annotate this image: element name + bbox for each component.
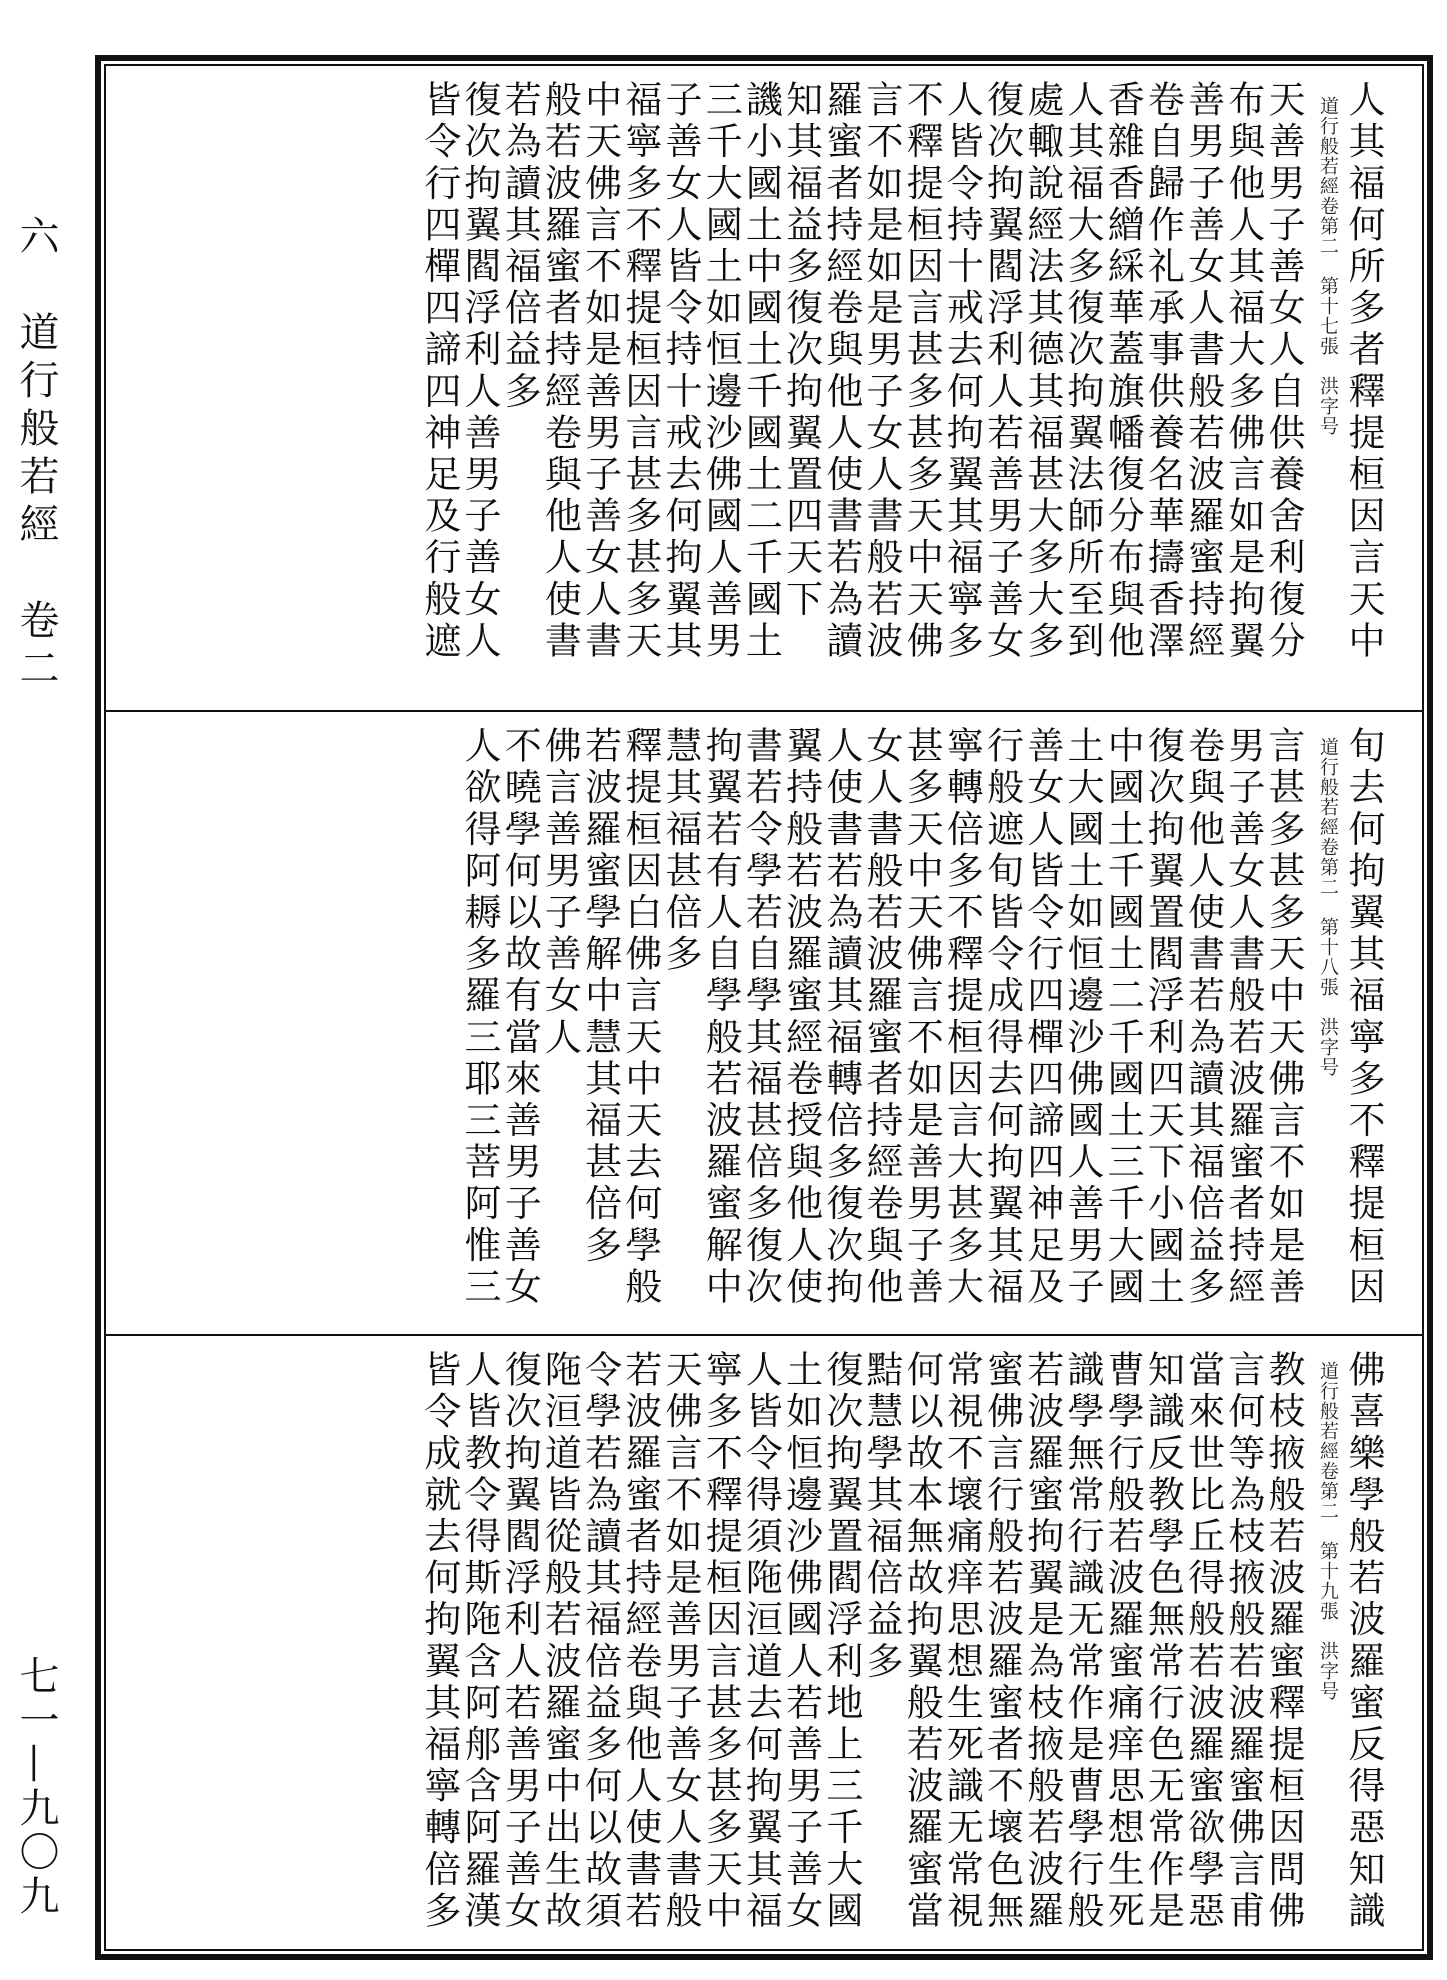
text-line: 羅蜜者持經卷與他人使書若為讀 [819, 80, 863, 663]
text-line: 善女人皆令行四樿四諦四神足及 [1020, 726, 1064, 1309]
text-line: 令學若為讀其福倍益多何以故須 [578, 1350, 622, 1933]
text-panel-1 [106, 66, 1422, 712]
text-line: 布與他人其福大多佛言如是拘翼 [1221, 80, 1265, 663]
panel-header: 道行般若經卷第二 第十九張 洪字号 [1317, 1361, 1339, 1701]
text-line: 釋提桓因白佛言天中天去何學般 [618, 726, 662, 1309]
panel-header: 道行般若經卷第二 第十八張 洪字号 [1317, 737, 1339, 1077]
text-line: 翼持般若波羅蜜經卷授與他人使 [779, 726, 823, 1309]
text-line: 復次拘翼閻浮利人若善男子善女 [980, 80, 1024, 663]
text-line: 人欲得阿耨多羅三耶三菩阿惟三 [458, 726, 501, 1309]
text-line: 慧其福甚倍多 [659, 726, 702, 976]
text-line: 皆令成就去何拘翼其福寧轉倍多 [417, 1350, 461, 1933]
text-line: 行般遮旬皆令成得去何拘翼其福 [980, 726, 1024, 1309]
text-line: 言甚多甚多天中天佛言不如是善 [1262, 726, 1305, 1309]
text-line: 譏小國土中國土千國土二千國土 [739, 80, 783, 663]
text-line: 旬去何拘翼其福寧多不釋提桓因 [1342, 726, 1385, 1309]
text-line: 書若令學若自學其福甚倍多復次 [739, 726, 783, 1309]
text-line: 寧轉倍多不釋提桓因言大甚多大 [940, 726, 984, 1309]
text-line: 佛言善男子善女人 [538, 726, 582, 1059]
page-inner-frame [104, 64, 1424, 1951]
text-line: 善男子善女人書般若波羅蜜持經 [1181, 80, 1225, 663]
text-line: 若波羅蜜拘翼是為枝掖般若波羅 [1020, 1350, 1064, 1933]
text-line: 知識反教學色無常行色无常作是 [1141, 1350, 1185, 1933]
text-line: 般若波羅蜜者持經卷與他人使書 [538, 80, 582, 663]
text-line: 土大國土如恒邊沙佛國人善男子 [1061, 726, 1104, 1309]
text-line: 卷與他人使書若為讀其福倍益多 [1181, 726, 1225, 1309]
text-line: 教枝掖般若波羅蜜釋提桓因問佛 [1262, 1350, 1305, 1933]
panel-header: 道行般若經卷第二 第十七張 洪字号 [1317, 96, 1339, 436]
text-line: 三千大國土如恒邊沙佛國人善男 [699, 80, 743, 663]
text-line: 香雜香繒綵華蓋旗幡復分布與他 [1101, 80, 1145, 663]
text-line: 中天佛言不如是善男子善女人書 [578, 80, 622, 663]
text-line: 天佛言不如是善男子善女人書般 [659, 1350, 702, 1933]
text-line: 福寧多不釋提桓因言甚多甚多天 [618, 80, 662, 663]
text-line: 蜜佛言行般若波羅蜜者不壞色無 [980, 1350, 1024, 1933]
text-line: 復次拘翼閻浮利人若善男子善女 [498, 1350, 542, 1933]
text-line: 中國土千國土二千國土三千大國 [1101, 726, 1145, 1309]
text-line: 知其福益多復次拘翼置四天下 [779, 80, 823, 621]
text-panel-3 [106, 1336, 1422, 1949]
text-line: 當來世比丘得般若波羅蜜欲學惡 [1181, 1350, 1225, 1933]
text-line: 拘翼若有人自學般若波羅蜜解中 [699, 726, 743, 1309]
text-line: 人使書若為讀其福轉倍多復次拘 [819, 726, 863, 1309]
margin-page-number: 七一—九〇九 [13, 1655, 59, 1919]
text-line: 女人書般若波羅蜜者持經卷與他 [860, 726, 903, 1309]
text-line: 皆令行四樿四諦四神足及行般遮 [417, 80, 461, 663]
text-line: 識學無常行識无常作是曹學行般 [1061, 1350, 1104, 1933]
text-line: 不釋提桓因言甚多甚多天中天佛 [900, 80, 944, 663]
text-line: 復次拘翼置閻浮利四天下小國土 [1141, 726, 1185, 1309]
text-line: 人皆令持十戒去何拘翼其福寧多 [940, 80, 984, 663]
text-line: 佛喜樂學般若波羅蜜反得惡知識 [1342, 1350, 1385, 1933]
text-panel-2 [106, 712, 1422, 1336]
text-line: 何以故本無故拘翼般若波羅蜜當 [900, 1350, 944, 1933]
text-line: 若為讀其福倍益多 [498, 80, 542, 413]
text-line: 言不如是如是男子女人書般若波 [860, 80, 903, 663]
text-line: 子善女人皆令持十戒去何拘翼其 [659, 80, 702, 663]
text-line: 黠慧學其福倍益多 [860, 1350, 903, 1683]
text-line: 卷自歸作礼承事供養名華擣香澤 [1141, 80, 1185, 663]
text-line: 土如恒邊沙佛國人若善男子善女 [779, 1350, 823, 1933]
text-line: 人其福何所多者釋提桓因言天中 [1342, 80, 1385, 663]
text-line: 常視不壞痛痒思想生死識无常視 [940, 1350, 984, 1933]
text-line: 人其福大多復次拘翼法師所至到 [1061, 80, 1104, 663]
text-line: 陁洹道皆從般若波羅蜜中出生故 [538, 1350, 582, 1933]
text-line: 天善男子善女人自供養舍利復分 [1262, 80, 1305, 663]
text-line: 曹學行般若波羅蜜痛痒思想生死 [1101, 1350, 1145, 1933]
text-line: 復次拘翼置閻浮利地上三千大國 [819, 1350, 863, 1933]
text-line: 言何等為枝掖般若波羅蜜佛言甫 [1221, 1350, 1265, 1933]
text-line: 男子善女人書般若波羅蜜者持經 [1221, 726, 1265, 1309]
text-line: 人皆令得須陁洹道去何拘翼其福 [739, 1350, 783, 1933]
text-line: 若波羅蜜學解中慧其福甚倍多 [578, 726, 622, 1267]
text-line: 不曉學何以故有當來善男子善女 [498, 726, 542, 1309]
text-line: 甚多天中天佛言不如是善男子善 [900, 726, 944, 1309]
margin-book-title: 六 道行般若經 卷二 [13, 215, 59, 695]
text-line: 寧多不釋提桓因言甚多甚多天中 [699, 1350, 743, 1933]
text-line: 處輙說經法其德其福甚大多大多 [1020, 80, 1064, 663]
text-line: 人皆教令得斯陁含阿郍含阿羅漢 [458, 1350, 501, 1933]
text-line: 復次拘翼閻浮利人善男子善女人 [458, 80, 501, 663]
text-line: 若波羅蜜者持經卷與他人使書若 [618, 1350, 662, 1933]
